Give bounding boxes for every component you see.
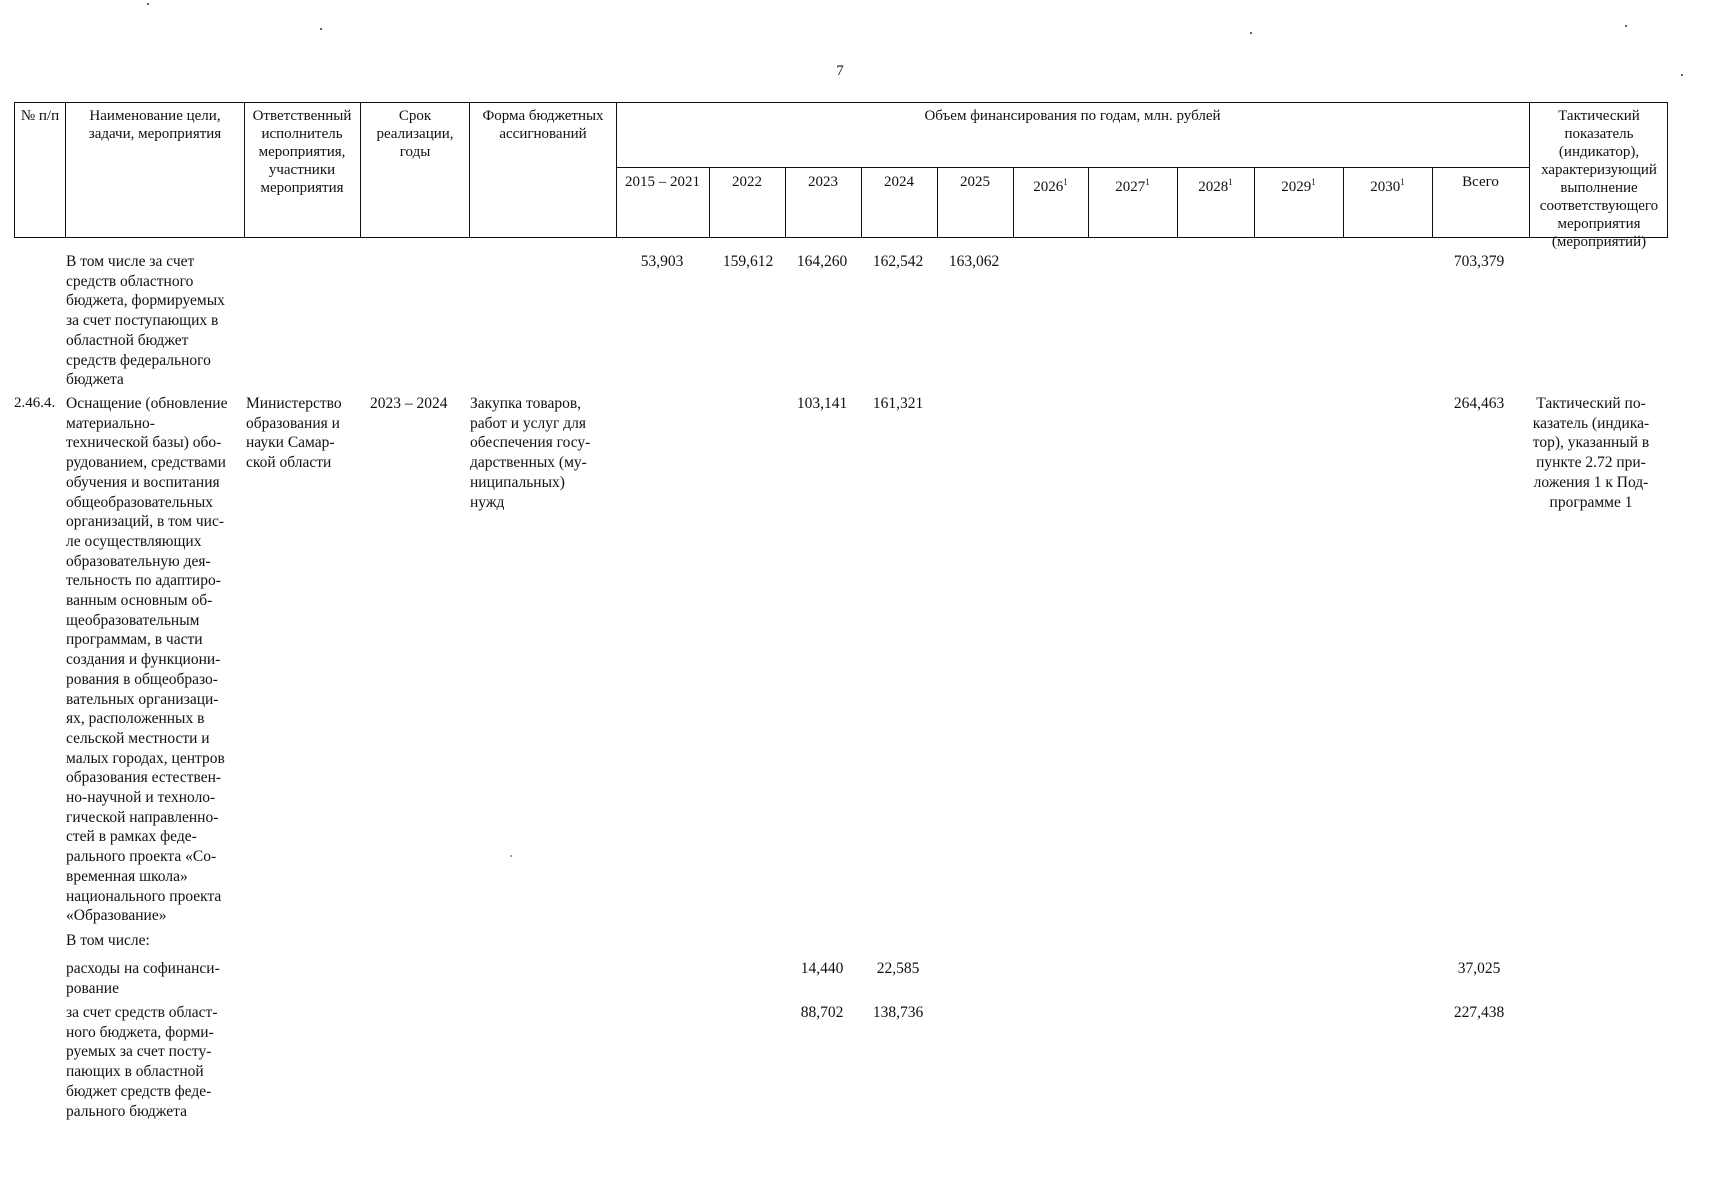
header-period: Срок реализации, годы	[376, 108, 454, 160]
scan-speck	[1681, 74, 1683, 76]
row-total: 227,438	[1453, 1004, 1505, 1021]
header-total: Всего	[1462, 174, 1499, 190]
row-value: 22,585	[876, 960, 920, 977]
row-total: 703,379	[1453, 253, 1505, 270]
row-period: 2023 – 2024	[370, 395, 448, 412]
row-name: расходы на софинанси- рование	[66, 960, 220, 997]
header-num: № п/п	[20, 108, 60, 124]
header-form: Форма бюджетных ассигнований	[482, 108, 604, 142]
row-executor: Министерство образования и науки Самар- ской области	[246, 395, 342, 472]
scan-speck	[1625, 25, 1627, 27]
page-number: 7	[836, 63, 844, 79]
scan-speck	[320, 28, 322, 30]
row-value: 161,321	[872, 395, 924, 412]
header-year: 2015 – 2021	[625, 174, 700, 190]
subheading: В том числе:	[66, 932, 150, 949]
row-number: 2.46.4.	[14, 395, 56, 411]
row-value: 14,440	[800, 960, 844, 977]
header-year: 2027$^1$	[1115, 177, 1150, 195]
header-name: Наименование цели, задачи, мероприятия	[88, 108, 222, 142]
row-value: 159,612	[722, 253, 774, 270]
row-value: 53,903	[640, 253, 684, 270]
row-value: 164,260	[796, 253, 848, 270]
table-header	[14, 102, 1668, 250]
header-year: 2030$^1$	[1370, 177, 1405, 195]
header-executor: Ответственный исполнитель мероприятия, участники мероприятия	[252, 108, 352, 196]
row-name: за счет средств област- ного бюджета, форми- руемых за счет посту- пающих в областной бюджет средств феде- рального бюджета	[66, 1004, 218, 1120]
header-funding: Объем финансирования по годам, млн. рублей	[924, 108, 1221, 124]
header-year: 2028$^1$	[1198, 177, 1233, 195]
header-year: 2026$^1$	[1033, 177, 1068, 195]
row-value: 162,542	[872, 253, 924, 270]
row-name: Оснащение (обновление материально- технической базы) обо- рудованием, средствами обучения и воспитания общеобразовательных организаций, в том чис- ле осуществляющих образовательную дея- тельность по адаптиро- ванным основным об- щеобразовательным программам, в части создания и функциони- рования в общеобразо- вательных организаци- ях, расположенных в сельской местности и малых городах, центров образования естествен- но-научной и техноло- гической направленно- стей в рамках феде- рального проекта «Со- временная школа» национального проекта «Образование»	[66, 395, 228, 925]
row-total: 264,463	[1453, 395, 1505, 412]
row-value: 88,702	[800, 1004, 844, 1021]
header-year: 2024	[884, 174, 914, 190]
row-indicator: Тактический по- казатель (индика- тор), указанный в пункте 2.72 при- ложения 1 к Под- программе 1	[1532, 395, 1650, 511]
header-year: 2025	[960, 174, 990, 190]
header-year: 2029$^1$	[1281, 177, 1316, 195]
header-year: 2023	[808, 174, 838, 190]
scan-speck	[147, 3, 149, 5]
header-year: 2022	[732, 174, 762, 190]
row-total: 37,025	[1457, 960, 1501, 977]
header-indicator: Тактический показатель (индикатор), характеризующий выполнение соответствующего мероприятия (мероприятий)	[1539, 108, 1659, 250]
row-form: Закупка товаров, работ и услуг для обеспечения госу- дарственных (му- ниципальных) нужд	[470, 395, 591, 511]
row-value: 103,141	[796, 395, 848, 412]
row-value: 138,736	[872, 1004, 924, 1021]
row-value: 163,062	[948, 253, 1000, 270]
scan-speck	[510, 855, 512, 857]
scan-speck	[1250, 32, 1252, 34]
row-name: В том числе за счет средств областного бюджета, формируемых за счет поступающих в областной бюджет средств федерального бюджета	[66, 253, 225, 389]
